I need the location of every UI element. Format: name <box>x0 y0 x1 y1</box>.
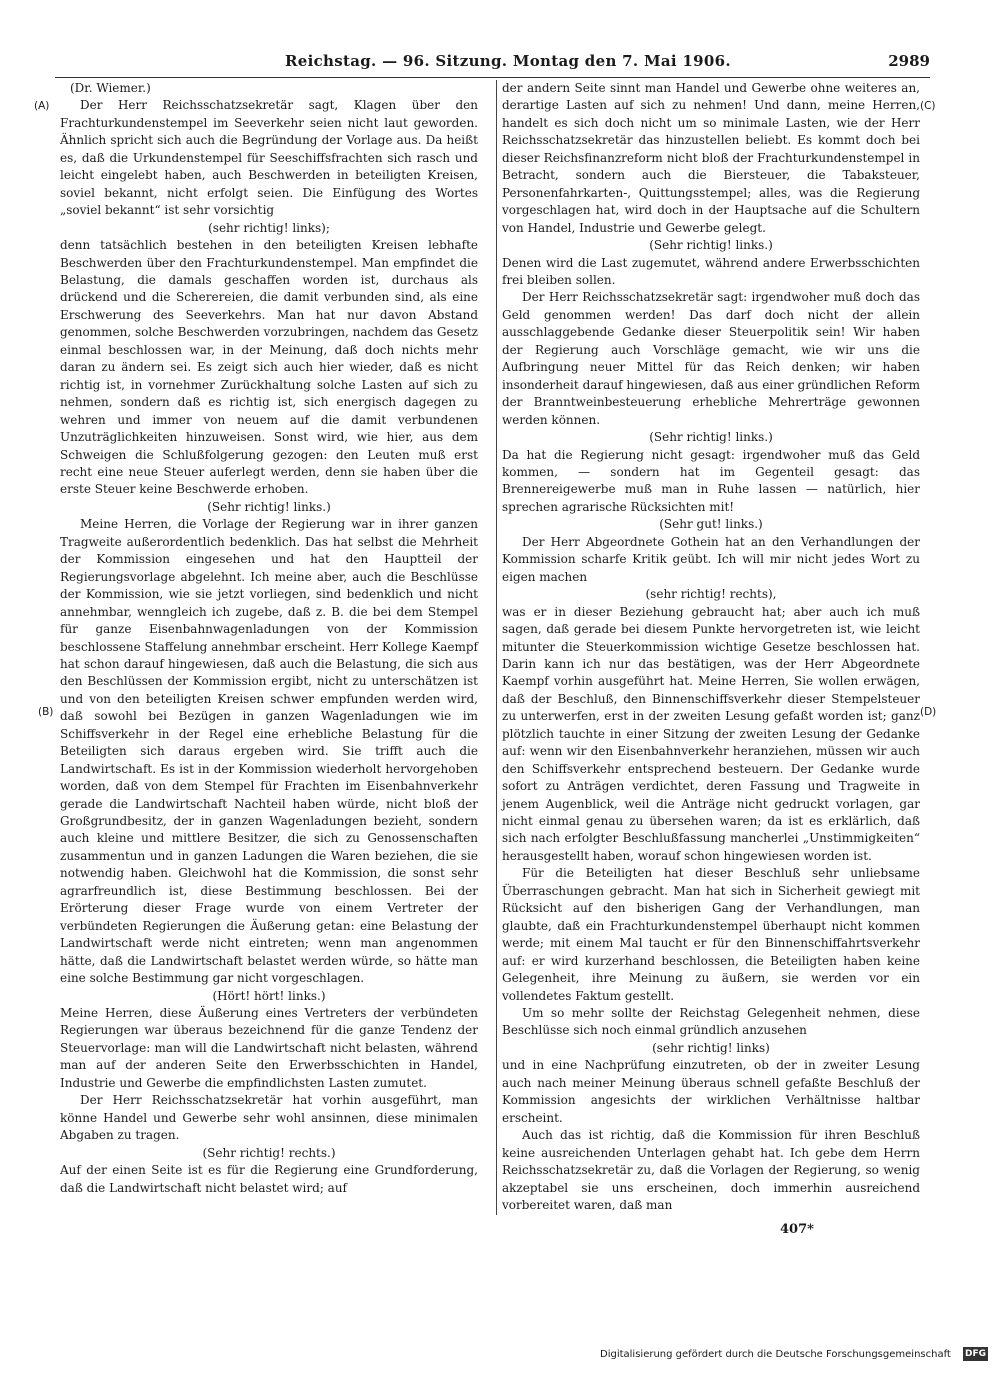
page-number: 2989 <box>888 52 930 70</box>
paragraph: Der Herr Abgeordnete Gothein hat an den Verhandlungen der Kommission scharfe Kritik geübt. Ich will mir nicht jedes Wort zu eigen machen <box>502 534 920 584</box>
paragraph: Meine Herren, diese Äußerung eines Vertreters der verbündeten Regierungen war überaus bezeichnend für die ganze Tendenz der Steuervorlage: man will die Landwirtschaft nicht belasten, während man auf der anderen Seite den Erwerbsschichten in Handel, Industrie und Gewerbe die empfindlichsten Lasten zumutet. <box>60 1006 478 1090</box>
paragraph: der andern Seite sinnt man Handel und Gewerbe ohne weiteres an, derartige Lasten auf sich zu nehmen! Und dann, meine Herren, handelt es sich doch nicht um so minimale Lasten, wie der Herr Reichsschatzsekretär das hinzustellen beliebt. Es kommt doch bei dieser Reichsfinanzreform nicht bloß der Frachturkundenstempel in Betracht, sondern auch die Biersteuer, die Tabaksteuer, Personenfahrkarten-, Quittungsstempel; alles, was die Regierung vorgeschlagen hat, wird doch in der Hauptsache auf die Schultern von Handel, Industrie und Gewerbe gelegt. <box>502 81 920 235</box>
interjection: (Sehr gut! links.) <box>659 517 763 532</box>
column-divider <box>496 80 497 1215</box>
interjection: (Sehr richtig! links.) <box>649 238 773 253</box>
paragraph: Da hat die Regierung nicht gesagt: irgendwoher muß das Geld kommen, — sondern hat im Gegenteil gesagt: das Brennereigewerbe muß man in Ruhe lassen — natürlich, hier sprechen agrarische Rücksichten mit! <box>502 447 920 514</box>
paragraph: Meine Herren, die Vorlage der Regierung war in ihrer ganzen Tragweite außerordentlich bedenklich. Das hat selbst die Mehrheit der Kommission eingesehen und hat den Hauptteil der Regierungsvorlage abgelehnt. Ich meine aber, auch die Beschlüsse der Kommission, wie sie jetzt vorliegen, sind bedenklich und nicht annehmbar, wenngleich ich zugebe, daß z. B. die bei dem Stempel für ganze Eisenbahnwagenladungen von der Kommission beschlossene Staffelung annehmbar erscheint. Herr Kollege Kaempf hat schon darauf hingewiesen, daß auch die Belastung, die sich aus den Beschlüssen der Kommission ergibt, nicht zu unterschätzen ist und von den beteiligten Kreisen schwer empfunden werden wird, daß sowohl bei Bezügen in ganzen Wagenladungen wie im Schiffsverkehr in der Regel eine erhebliche Belastung für die Beteiligten sich daraus ergeben wird. Sie trifft auch die Landwirtschaft. Es ist in der Kommission wiederholt hervorgehoben worden, daß von dem Stempel für Frachten im Eisenbahnverkehr gerade die Landwirtschaft Nachteil haben würde, nicht bloß der Großgrundbesitz, der in ganzen Wagenladungen bezieht, sondern auch kleine und mittlere Besitzer, die sich zu Genossenschaften zusammentun und in ganzen Ladungen die Waren beziehen, die sie notwendig haben. Gleichwohl hat die Kommission, die sonst sehr agrarfreundlich ist, diese Bestimmung beschlossen. Bei der Erörterung dieser Frage wurde von einem Vertreter der verbündeten Regierungen die Äußerung getan: eine Belastung der Landwirtschaft werde nicht eintreten; wenn man angenommen hätte, daß die Landwirtschaft belastet werden würde, so hätte man eine solche Bestimmung gar nicht vorgeschlagen. <box>60 517 478 986</box>
footer-credit: Digitalisierung gefördert durch die Deutsche Forschungsgemeinschaft <box>600 1349 951 1360</box>
paragraph: denn tatsächlich bestehen in den beteiligten Kreisen lebhafte Beschwerden über den Frachturkundenstempel. Man empfindet die Belastung, die damals geschaffen worden ist, durchaus als drückend und die Scherereien, die damit verbunden sind, als eine Erschwerung des Seeverkehrs. Man hat nur davon Abstand genommen, solche Beschwerden vorzubringen, nachdem das Gesetz einmal beschlossen war, in der Meinung, daß doch nichts mehr daran zu ändern sei. Es zeigt sich auch hier wieder, daß es nicht richtig ist, in vornehmer Zurückhaltung solche Lasten auf sich zu nehmen, sondern daß es richtig ist, sich energisch dagegen zu wehren und immer von neuem auf die damit verbundenen Unzuträglichkeiten hinzuweisen. Sonst wird, wie hier, aus dem Schweigen die Schlußfolgerung gezogen: den Leuten muß erst recht eine neue Steuer auferlegt werden, denn sie haben über die erste Steuer keine Beschwerde erhoben. <box>60 238 478 497</box>
paragraph: Denen wird die Last zugemutet, während andere Erwerbsschichten frei bleiben sollen. <box>502 255 920 287</box>
right-column <box>502 80 920 1214</box>
paragraph: Auf der einen Seite ist es für die Regierung eine Grundforderung, daß die Landwirtschaft nicht belastet wird; auf <box>60 1163 478 1195</box>
paragraph: was er in dieser Beziehung gebraucht hat; aber auch ich muß sagen, daß gerade bei diesem Punkte hervorgetreten ist, wie leicht mitunter die Steuerkommission wichtige Gesetze beschlossen hat. Darin kann ich nur das bestätigen, was der Herr Abgeordnete Kaempf vorhin ausgeführt hat. Meine Herren, Sie wollen erwägen, daß der Beschluß, den Binnenschiffsverkehr dieser Stempelsteuer zu unterwerfen, erst in der zweiten Lesung gefaßt worden ist; ganz plötzlich tauchte in einer Sitzung der zweiten Lesung der Gedanke auf: wenn wir den Eisenbahnverkehr heranziehen, müssen wir auch den Schiffsverkehr entsprechend besteuern. Der Gedanke wurde sofort zu Anträgen verdichtet, deren Fassung und Tragweite in jenem Augenblick, weil die Anträge nicht gedruckt vorlagen, gar nicht einmal genau zu übersehen waren; da ist es erklärlich, daß sich nach erfolgter Beschlußfassung mancherlei „Unstimmigkeiten“ herausgestellt haben, worauf schon hingewiesen worden ist. <box>502 604 920 863</box>
speaker-label: (Dr. Wiemer.) <box>70 81 151 95</box>
paragraph: Der Herr Reichsschatzsekretär sagt: irgendwoher muß doch das Geld genommen werden! Das darf doch nicht der allein ausschlaggebende Gedanke dieser Steuerpolitik sein! Wir haben der Regierung auch Vorschläge gemacht, wie wir uns die Aufbringung neuer Mittel für das Reich denken; wir haben insonderheit darauf hingewiesen, daß aus einer gründlichen Reform der Branntweinbesteuerung erhebliche Mehrerträge gewonnen werden können. <box>502 290 920 427</box>
interjection: (Hört! hört! links.) <box>212 988 326 1003</box>
page-header <box>55 50 930 76</box>
paragraph: Auch das ist richtig, daß die Kommission für ihren Beschluß keine ausreichenden Unterlagen gehabt hat. Ich gebe dem Herrn Reichsschatzsekretär zu, daß die Vorlagen der Regierung, so wenig akzeptabel sie uns erscheinen, doch immerhin ausreichend vorbereitet waren, daß man <box>502 1128 920 1212</box>
interjection: (sehr richtig! links) <box>652 1040 770 1055</box>
paragraph: Der Herr Reichsschatzsekretär sagt, Klagen über den Frachturkundenstempel im Seeverkehr seien nicht laut geworden. Ähnlich spricht sich auch die Begründung der Vorlage aus. Da heißt es, daß die Urkundenstempel für Seeschiffsfrachten sich rasch und leicht eingelebt haben, auch Beschwerden in beteiligten Kreisen, soviel bekannt, nicht erfolgt seien. Die Einfügung des Wortes „soviel bekannt“ ist sehr vorsichtig <box>60 98 478 218</box>
signature-mark: 407* <box>780 1222 814 1237</box>
margin-marker-b: (B) <box>38 706 54 718</box>
paragraph: Um so mehr sollte der Reichstag Gelegenheit nehmen, diese Beschlüsse sich noch einmal gründlich anzusehen <box>502 1006 920 1038</box>
interjection: (Sehr richtig! rechts.) <box>202 1145 336 1160</box>
left-column <box>60 80 478 1197</box>
interjection: (Sehr richtig! links.) <box>649 430 773 445</box>
dfg-logo: DFG <box>964 1349 986 1359</box>
margin-marker-d: (D) <box>920 706 937 718</box>
paragraph: und in eine Nachprüfung einzutreten, ob der in zweiter Lesung auch nach meiner Meinung überaus schnell gefaßte Beschluß der Kommission angesichts der wirklichen Verhältnisse haltbar erscheint. <box>502 1058 920 1125</box>
interjection: (sehr richtig! links); <box>208 220 330 235</box>
header-title: Reichstag. — 96. Sitzung. Montag den 7. Mai 1906. <box>285 52 731 70</box>
interjection: (sehr richtig! rechts), <box>645 587 777 602</box>
header-rule <box>55 77 930 78</box>
margin-marker-a: (A) <box>34 100 50 112</box>
margin-marker-c: (C) <box>920 100 936 112</box>
interjection: (Sehr richtig! links.) <box>207 499 331 514</box>
paragraph: Der Herr Reichsschatzsekretär hat vorhin ausgeführt, man könne Handel und Gewerbe sehr wohl ansinnen, diese minimalen Abgaben zu tragen. <box>60 1093 478 1143</box>
paragraph: Für die Beteiligten hat dieser Beschluß sehr unliebsame Überraschungen gebracht. Man hat sich in Sicherheit gewiegt mit Rücksicht auf den bisherigen Gang der Verhandlungen, man glaubte, daß ein Frachturkundenstempel überhaupt nicht kommen werde; mit einem Mal taucht er für den Binnenschiffahrtsverkehr auf: er wird kurzerhand beschlossen, die Beteiligten haben keine Gelegenheit, ihre Meinung zu äußern, sie werden vor ein vollendetes Faktum gestellt. <box>502 866 920 1003</box>
